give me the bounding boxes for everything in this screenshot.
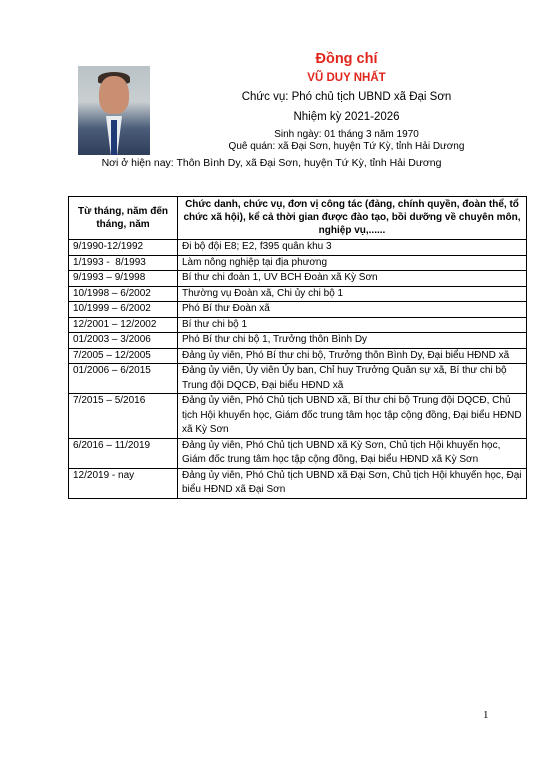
page-title: Đồng chí <box>315 51 378 67</box>
period-cell: 9/1990-12/1992 <box>69 240 178 256</box>
column-header-description: Chức danh, chức vụ, đơn vị công tác (đảng, chính quyền, đoàn thể, tổ chức xã hội), kể cả thời gian được đào tạo, bồi dưỡng về chuyên môn, nghiệp vụ,...... <box>178 197 527 240</box>
table-row <box>69 317 527 333</box>
period-cell: 7/2005 – 12/2005 <box>69 348 178 364</box>
description-cell: Phó Bí thư chi bộ 1, Trưởng thôn Bình Dy <box>178 333 527 349</box>
position-line: Chức vụ: Phó chủ tịch UBND xã Đại Sơn <box>241 91 452 103</box>
period-cell: 6/2016 – 11/2019 <box>69 438 178 468</box>
period-cell: 10/1999 – 6/2002 <box>69 302 178 318</box>
period-cell: 1/1993 - 8/1993 <box>69 255 178 271</box>
description-cell: Đảng ủy viên, Phó Bí thư chi bộ, Trưởng thôn Bình Dy, Đại biểu HĐND xã <box>178 348 527 364</box>
description-cell: Phó Bí thư Đoàn xã <box>178 302 527 318</box>
career-table <box>68 196 527 499</box>
table-header-row <box>69 197 527 240</box>
table-row <box>69 468 527 498</box>
table-row <box>69 364 527 394</box>
period-cell: 7/2015 – 5/2016 <box>69 394 178 439</box>
table-row <box>69 348 527 364</box>
description-cell: Làm nông nghiệp tại địa phương <box>178 255 527 271</box>
portrait-photo <box>78 66 150 155</box>
description-cell: Thường vụ Đoàn xã, Chi ủy chi bộ 1 <box>178 286 527 302</box>
table-row <box>69 333 527 349</box>
term-line: Nhiệm kỳ 2021-2026 <box>293 111 400 123</box>
period-cell: 01/2006 – 6/2015 <box>69 364 178 394</box>
person-name: VŨ DUY NHẤT <box>307 72 386 84</box>
page-number: 1 <box>483 709 489 721</box>
birth-line: Sinh ngày: 01 tháng 3 năm 1970 <box>274 129 419 140</box>
period-cell: 01/2003 – 3/2006 <box>69 333 178 349</box>
table-row <box>69 394 527 439</box>
description-cell: Đảng ủy viên, Phó Chủ tịch UBND xã, Bí thư chi bộ Trung đội DQCĐ, Chủ tịch Hội khuyến học, Giám đốc trung tâm học tập cộng đồng, Đại biểu HĐND xã Kỳ Sơn <box>178 394 527 439</box>
period-cell: 12/2019 - nay <box>69 468 178 498</box>
table-row <box>69 438 527 468</box>
period-cell: 10/1998 – 6/2002 <box>69 286 178 302</box>
table-row <box>69 240 527 256</box>
description-cell: Đi bộ đội E8; E2, f395 quân khu 3 <box>178 240 527 256</box>
description-cell: Đảng ủy viên, Ủy viên Ủy ban, Chỉ huy Trưởng Quân sự xã, Bí thư chi bộ Trung đội DQCĐ, Đại biểu HĐND xã <box>178 364 527 394</box>
table-row <box>69 271 527 287</box>
description-cell: Đảng ủy viên, Phó Chủ tịch UBND xã Kỳ Sơn, Chủ tịch Hội khuyến học, Giám đốc trung tâm học tập cộng đồng, Đại biểu HĐND xã Kỳ Sơn <box>178 438 527 468</box>
table-row <box>69 255 527 271</box>
column-header-period: Từ tháng, năm đến tháng, năm <box>69 197 178 240</box>
description-cell: Đảng ủy viên, Phó Chủ tịch UBND xã Đại Sơn, Chủ tịch Hội khuyến học, Đại biểu HĐND xã Đại Sơn <box>178 468 527 498</box>
description-cell: Bí thư chi bộ 1 <box>178 317 527 333</box>
residence-line: Nơi ở hiện nay: Thôn Bình Dy, xã Đại Sơn, huyện Tứ Kỳ, tỉnh Hải Dương <box>101 157 442 169</box>
period-cell: 12/2001 – 12/2002 <box>69 317 178 333</box>
table-row <box>69 286 527 302</box>
period-cell: 9/1993 – 9/1998 <box>69 271 178 287</box>
table-row <box>69 302 527 318</box>
hometown-line: Quê quán: xã Đại Sơn, huyện Tứ Kỳ, tỉnh Hải Dương <box>228 141 465 152</box>
description-cell: Bí thư chi đoàn 1, UV BCH Đoàn xã Kỳ Sơn <box>178 271 527 287</box>
